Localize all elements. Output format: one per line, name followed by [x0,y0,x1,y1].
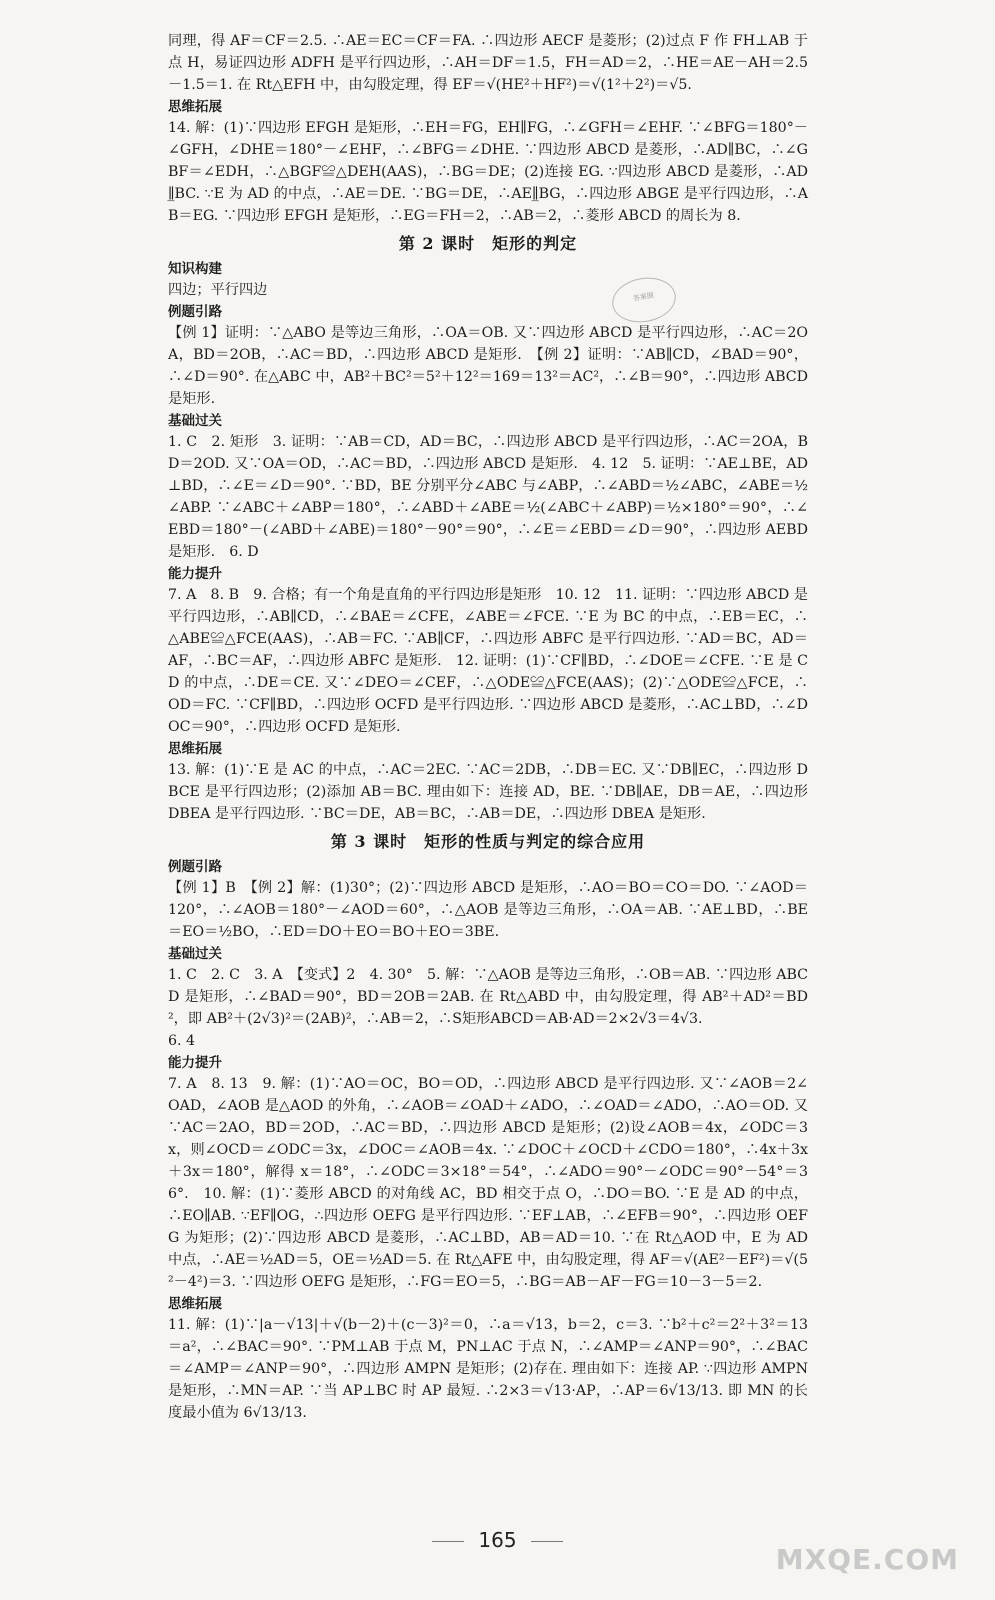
watermark-text: MXQE.COM [775,1543,959,1576]
page-number-value: 165 [478,1528,517,1552]
stamp-text: 答案圈 [632,291,655,303]
section-heading: 能力提升 [168,1055,222,1071]
answer-paragraph: 同理，得 AF＝CF＝2.5. ∴AE＝EC＝CF＝FA. ∴四边形 AECF 是菱形；(2)过点 F 作 FH⊥AB 于点 H，易证四边形 ADFH 是平行四边形，∴AH＝DF＝1.5，FH＝AD＝2，∴HE＝AE－AH＝2.5－1.5＝1. 在 Rt△EFH 中，由勾股定理，得 EF＝√(HE²＋HF²)＝√(1²＋2²)＝√5. [168,33,808,93]
section-heading: 知识构建 [168,261,222,277]
section-heading: 思维拓展 [168,99,222,115]
answer-paragraph: 7. A 8. B 9. 合格；有一个角是直角的平行四边形是矩形 10. 12 11. 证明：∵四边形 ABCD 是平行四边形，∴AB∥CD，∴∠BAE＝∠CFE，∠ABE＝∠FCE. ∵E 为 BC 的中点，∴EB＝EC，∴△ABE≌△FCE(AAS)，∴AB＝FC. ∵AB∥CF，∴四边形 ABFC 是平行四边形. ∵AD＝BC，AD＝AF，∴BC＝AF，∴四边形 ABFC 是矩形. 12. 证明：(1)∵CF∥BD，∴∠DOE＝∠CFE. ∵E 是 CD 的中点，∴DE＝CE. 又∵∠DEO＝∠CEF，∴△ODE≌△FCE(AAS)；(2)∵△ODE≌△FCE，∴OD＝FC. ∵CF∥BD，∴四边形 OCFD 是平行四边形. ∵四边形 ABCD 是菱形，∴AC⊥BD，∴∠DOC＝90°，∴四边形 OCFD 是矩形. [168,587,808,735]
site-watermark [775,1500,967,1582]
lesson-title: 第 3 课时 矩形的性质与判定的综合应用 [330,832,646,851]
answer-paragraph: 【例 1】B 【例 2】解：(1)30°；(2)∵四边形 ABCD 是矩形，∴AO＝BO＝CO＝DO. ∵∠AOD＝120°，∴∠AOB＝180°－∠AOD＝60°，∴△AOB 是等边三角形，∴OA＝AB. ∵AE⊥BD，∴BE＝EO＝½BO，∴ED＝DO＋EO＝BO＋EO＝3BE. [168,880,808,940]
section-heading: 例题引路 [168,859,222,875]
answer-paragraph: 【例 1】证明：∵△ABO 是等边三角形，∴OA＝OB. 又∵四边形 ABCD 是平行四边形，∴AC＝2OA，BD＝2OB，∴AC＝BD，∴四边形 ABCD 是矩形. 【例 2】证明：∵AB∥CD，∠BAD＝90°，∴∠D＝90°. 在△ABC 中，AB²＋BC²＝5²＋12²＝169＝13²＝AC²，∴∠B＝90°，∴四边形 ABCD 是矩形. [168,325,808,407]
section-heading: 思维拓展 [168,1296,222,1312]
section-heading: 基础过关 [168,413,222,429]
section-heading: 基础过关 [168,946,222,962]
section-heading: 例题引路 [168,304,222,320]
lesson-title: 第 2 课时 矩形的判定 [398,234,578,253]
section-heading: 思维拓展 [168,741,222,757]
section-heading: 能力提升 [168,566,222,582]
answer-page [168,30,808,1424]
answer-paragraph: 1. C 2. 矩形 3. 证明：∵AB＝CD，AD＝BC，∴四边形 ABCD 是平行四边形，∴AC＝2OA，BD＝2OD. 又∵OA＝OD，∴AC＝BD，∴四边形 ABCD 是矩形. 4. 12 5. 证明：∵AE⊥BE，AD⊥BD，∴∠E＝∠D＝90°. ∵BD，BE 分别平分∠ABC 与∠ABP，∴∠ABD＝½∠ABC，∠ABE＝½∠ABP. ∵∠ABC＋∠ABP＝180°，∴∠ABD＋∠ABE＝½(∠ABC＋∠ABP)＝½×180°＝90°，∴∠EBD＝180°－(∠ABD＋∠ABE)＝180°－90°＝90°，∴∠E＝∠EBD＝∠D＝90°，∴四边形 AEBD 是矩形. 6. D [168,434,808,560]
answer-paragraph: 14. 解：(1)∵四边形 EFGH 是矩形，∴EH＝FG，EH∥FG，∴∠GFH＝∠EHF. ∵∠BFG＝180°－∠GFH，∠DHE＝180°－∠EHF，∴∠BFG＝∠DHE. ∵四边形 ABCD 是菱形，∴AD∥BC，∴∠GBF＝∠EDH，∴△BGF≌△DEH(AAS)，∴BG＝DE；(2)连接 EG. ∵四边形 ABCD 是菱形，∴AD∥̲BC. ∵E 为 AD 的中点，∴AE＝DE. ∵BG＝DE，∴AE∥̲BG，∴四边形 ABGE 是平行四边形，∴AB＝EG. ∵四边形 EFGH 是矩形，∴EG＝FH＝2，∴AB＝2，∴菱形 ABCD 的周长为 8. [168,120,808,224]
answer-paragraph: 11. 解：(1)∵|a－√13|＋√(b－2)＋(c－3)²＝0，∴a＝√13，b＝2，c＝3. ∵b²＋c²＝2²＋3²＝13＝a²，∴∠BAC＝90°. ∵PM⊥AB 于点 M，PN⊥AC 于点 N，∴∠AMP＝∠ANP＝90°，∴∠BAC＝∠AMP＝∠ANP＝90°，∴四边形 AMPN 是矩形；(2)存在. 理由如下：连接 AP. ∵四边形 AMPN 是矩形，∴MN＝AP. ∵当 AP⊥BC 时 AP 最短. ∴2×3＝√13·AP，∴AP＝6√13/13. 即 MN 的长度最小值为 6√13/13. [168,1317,808,1421]
answer-paragraph: 6. 4 [168,1033,196,1049]
answer-paragraph: 四边；平行四边 [168,282,268,298]
answer-paragraph: 1. C 2. C 3. A 【变式】2 4. 30° 5. 解：∵△AOB 是等边三角形，∴OB＝AB. ∵四边形 ABCD 是矩形，∴∠BAD＝90°，BD＝2OB＝2AB. 在 Rt△ABD 中，由勾股定理，得 AB²＋AD²＝BD²，即 AB²＋(2√3)²＝(2AB)²，∴AB＝2，∴S矩形ABCD＝AB·AD＝2×2√3＝4√3. [168,967,808,1027]
page-number-dash-left [432,1541,464,1542]
answer-paragraph: 7. A 8. 13 9. 解：(1)∵AO＝OC，BO＝OD，∴四边形 ABCD 是平行四边形. 又∵∠AOB＝2∠OAD，∠AOB 是△AOD 的外角，∴∠AOB＝∠OAD＋∠ADO，∴∠OAD＝∠ADO，∴AO＝OD. 又∵AC＝2AO，BD＝2OD，∴AC＝BD，∴四边形 ABCD 是矩形；(2)设∠AOB＝4x，∠ODC＝3x，则∠OCD＝∠ODC＝3x，∠DOC＝∠AOB＝4x. ∵∠DOC＋∠OCD＋∠CDO＝180°，∴4x＋3x＋3x＝180°，解得 x＝18°，∴∠ODC＝3×18°＝54°，∴∠ADO＝90°－∠ODC＝90°－54°＝36°. 10. 解：(1)∵菱形 ABCD 的对角线 AC，BD 相交于点 O，∴DO＝BO. ∵E 是 AD 的中点，∴EO∥AB. ∵EF∥OG，∴四边形 OEFG 是平行四边形. ∵EF⊥AB，∴∠EFB＝90°，∴四边形 OEFG 为矩形；(2)∵四边形 ABCD 是菱形，∴AC⊥BD，AB＝AD＝10. ∵在 Rt△AOD 中，E 为 AD 中点，∴AE＝½AD＝5，OE＝½AD＝5. 在 Rt△AFE 中，由勾股定理，得 AF＝√(AE²－EF²)＝√(5²－4²)＝3. ∵四边形 OEFG 是矩形，∴FG＝EO＝5，∴BG＝AB－AF－FG＝10－3－5＝2. [168,1076,808,1290]
page-number-dash-right [531,1541,563,1542]
answer-paragraph: 13. 解：(1)∵E 是 AC 的中点，∴AC＝2EC. ∵AC＝2DB，∴DB＝EC. 又∵DB∥EC，∴四边形 DBCE 是平行四边形；(2)添加 AB＝BC. 理由如下：连接 AD，BE. ∵DB∥AE，DB＝AE，∴四边形 DBEA 是平行四边形. ∵BC＝DE，AB＝BC，∴AB＝DE，∴四边形 DBEA 是矩形. [168,762,808,822]
